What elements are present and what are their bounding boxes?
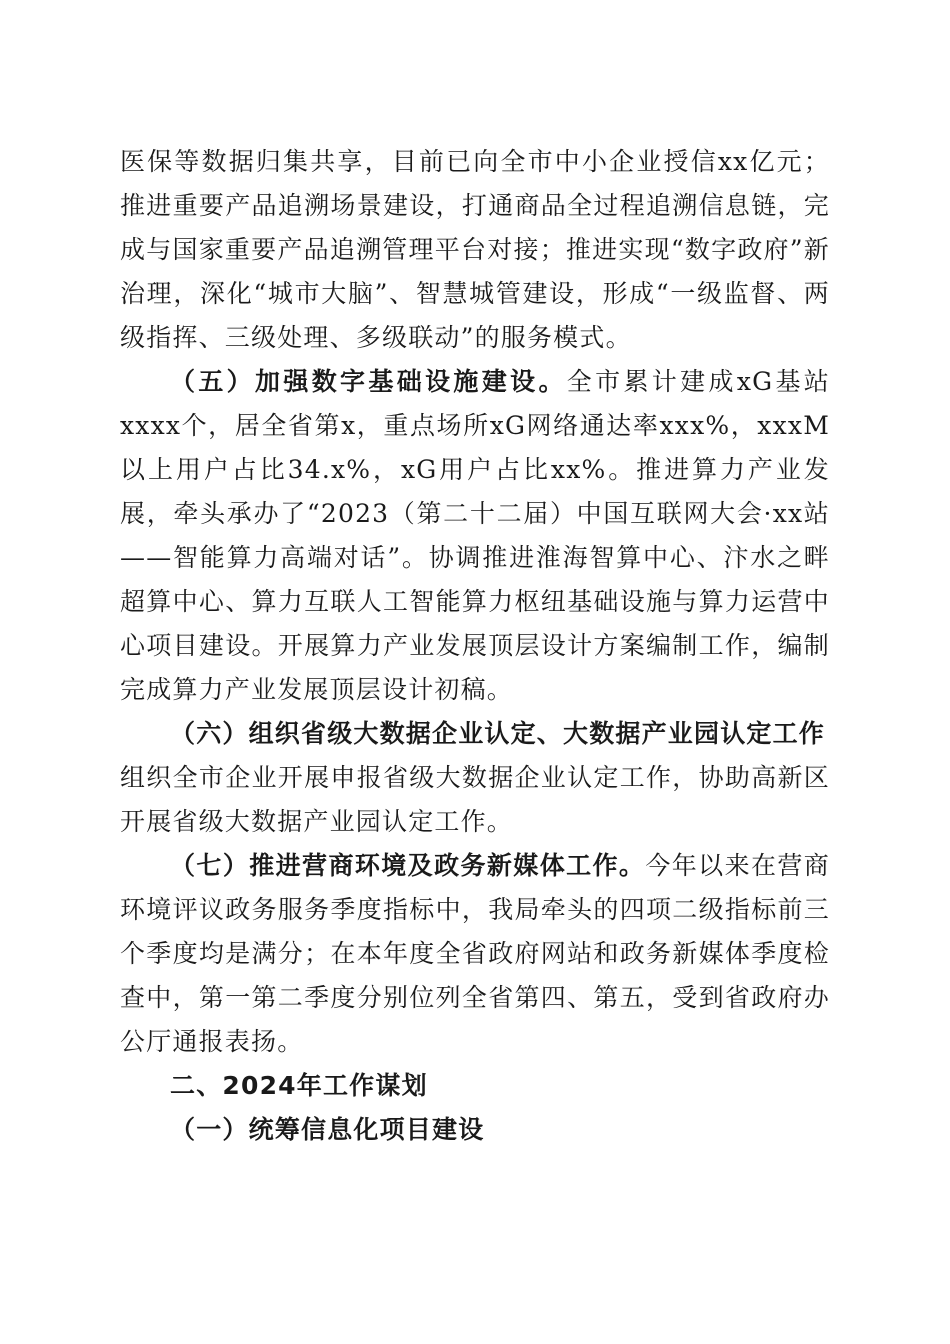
paragraph-text: 医保等数据归集共享，目前已向全市中小企业授信xx亿元；推进重要产品追溯场景建设，打通商品全过程追溯信息链，完成与国家重要产品追溯管理平台对接；推进实现“数字政府”新治理，深化“城市大脑”、智慧城管建设，形成“一级监督、两级指挥、三级处理、多级联动”的服务模式。 <box>120 147 830 352</box>
paragraph-big-data-certification <box>120 712 830 844</box>
subsection-heading: （一）统筹信息化项目建设 <box>170 1115 485 1144</box>
paragraph-text: 今年以来在营商环境评议政务服务季度指标中，我局牵头的四项二级指标前三个季度均是满分；在本年度全省政府网站和政务新媒体季度检查中，第一第二季度分别位列全省第四、第五，受到省政府办公厅通报表扬。 <box>120 851 830 1056</box>
paragraph-text: 全市累计建成xG基站xxxx个，居全省第x，重点场所xG网络通达率xxx%，xxxM以上用户占比34.x%，xG用户占比xx%。推进算力产业发展，牵头承办了“2023（第二十二届）中国互联网大会·xx站——智能算力高端对话”。协调推进淮海智算中心、汴水之畔超算中心、算力互联人工智能算力枢纽基础设施与算力运营中心项目建设。开展算力产业发展顶层设计方案编制工作，编制完成算力产业发展顶层设计初稿。 <box>120 367 830 704</box>
paragraph-digital-infrastructure <box>120 360 830 712</box>
paragraph-lead: （五）加强数字基础设施建设。 <box>170 367 567 396</box>
paragraph-continuation <box>120 140 830 360</box>
paragraph-text: 组织全市企业开展申报省级大数据企业认定工作，协助高新区开展省级大数据产业园认定工作。 <box>120 763 830 836</box>
paragraph-business-environment <box>120 844 830 1064</box>
section-heading: 二、2024年工作谋划 <box>170 1071 428 1100</box>
document-body <box>120 140 830 1152</box>
paragraph-lead: （六）组织省级大数据企业认定、大数据产业园认定工作 <box>170 719 826 748</box>
paragraph-lead: （七）推进营商环境及政务新媒体工作。 <box>170 851 646 880</box>
